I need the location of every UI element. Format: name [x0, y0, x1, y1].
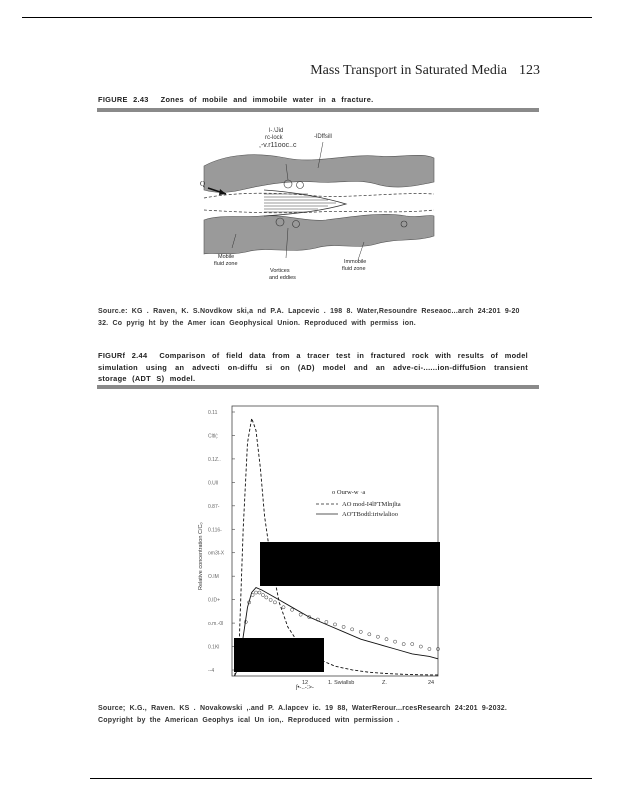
y-ticks: [208, 410, 235, 674]
field-data-point: [368, 633, 371, 636]
y-tick-label: O.IM: [208, 574, 219, 581]
field-data-point: [419, 645, 422, 648]
x-tick-label: 1. Swiallsb: [328, 680, 355, 686]
breakthrough-chart: [196, 400, 446, 690]
field-data-point: [342, 625, 345, 628]
legend: [316, 489, 401, 518]
y-tick-label: 0.116-: [208, 527, 222, 534]
field-data-point: [251, 593, 254, 596]
label-q: Q: [200, 180, 206, 188]
field-data-point: [258, 591, 261, 594]
label-mobile-1: Mobile: [218, 254, 235, 260]
field-data-point: [385, 638, 388, 641]
y-tick-label: 0.1Kl: [208, 644, 220, 651]
plot-frame: [232, 406, 438, 676]
caption-rule-2: [97, 385, 539, 389]
field-data-point: [351, 628, 354, 631]
y-tick-label: o.m.-0l: [208, 621, 224, 628]
y-tick-label: Cltl(:: [208, 433, 219, 440]
lower-rock: [204, 214, 434, 254]
label-immobile-2: fluid zone: [342, 266, 366, 272]
x-tick-label: 24: [428, 680, 435, 686]
label-top-left: l-.\Jid: [269, 128, 284, 134]
field-data-point: [376, 635, 379, 638]
field-data-point: [428, 647, 431, 650]
field-data-point: [393, 640, 396, 643]
field-data-point: [282, 606, 285, 609]
field-data-point: [273, 601, 276, 604]
y-tick-label: --4: [208, 668, 215, 674]
figure-2-caption: [98, 350, 528, 385]
field-data-point: [359, 630, 362, 633]
x-tick-label: 12: [302, 680, 309, 686]
legend-item-ad: AO mod-I4lFTMlnjlta: [342, 501, 401, 508]
y-tick-label: 0.ID+: [208, 597, 221, 604]
field-data-point: [402, 642, 405, 645]
figure-2-label: FIGURf 2.44: [98, 351, 148, 360]
redaction-box-2: [234, 638, 324, 672]
y-tick-label: 0.1Z..: [208, 456, 221, 463]
figure-1-caption: [98, 94, 528, 106]
top-rule: [22, 17, 592, 18]
running-head: [310, 63, 540, 79]
field-data-point: [254, 591, 257, 594]
legend-item-field: o Ourw-w ·a: [332, 489, 366, 496]
y-tick-label: 0.11: [208, 410, 218, 416]
upper-rock: [204, 155, 434, 193]
figure-1-label: FIGURE 2.43: [98, 95, 149, 104]
label-mobile-2: fluid zone: [214, 261, 238, 267]
field-data-point: [299, 613, 302, 616]
x-axis-label: ʃ•-..-:>-: [296, 685, 314, 690]
figure-1-source: Sourc.e: KG . Raven, K. S.Novdkow ski,a nd P.A. Lapcevic . 198 8. Water,Resoundre Reseaoc...arch 24:201 9-20 32. Co pyrig ht by the Amer ican Geophysical Union. Reproduced with permiss ion.: [98, 308, 520, 327]
figure-2-source: Source; K.G., Raven. KS . Novakowski ,.and P. A.lapcev ic. 19 88, WaterRerour...rcesResearch 24:201 9-2032. Copyright by the American Geophys ical Un ion,. Reproduced witn permission .: [98, 705, 508, 724]
label-top-left-3: ,-v.r11ooc..c: [259, 142, 297, 149]
y-tick-label: 0.Ull: [208, 480, 219, 487]
field-data-point: [269, 598, 272, 601]
field-data-point: [411, 642, 414, 645]
fracture-diagram: [196, 124, 436, 284]
figure-2-caption-text: Comparison of field data from a tracer test in fractured rock with results of model simulation using an advecti on-diffu si on (AD) model and an adve-ci-......ion-diffu5ion transient storage (ADT S) model.: [98, 351, 528, 383]
label-vortices-2: and eddies: [269, 275, 296, 281]
y-tick-label: om3t-X: [208, 550, 225, 557]
running-title: Mass Transport in Saturated Media: [310, 63, 507, 78]
field-data-point: [333, 623, 336, 626]
bottom-rule: [90, 778, 592, 779]
label-vortices-1: Vortices: [270, 268, 290, 274]
label-top-left-2: rc-lock: [265, 135, 283, 141]
figure-1-caption-text: Zones of mobile and immobile water in a fracture.: [160, 95, 374, 104]
redaction-box-1: [260, 542, 440, 586]
field-data-point: [261, 593, 264, 596]
label-immobile-1: Immobile: [344, 259, 367, 265]
x-ticks: [302, 680, 434, 686]
y-axis-label: Relative concentration C/C₀: [198, 522, 204, 590]
page-number: 123: [519, 63, 540, 78]
legend-item-adts: AO'TBodtl:iriwlalioo: [342, 511, 399, 518]
label-top-right: -lDffsill: [314, 134, 332, 140]
y-tick-label: 0.87-: [208, 503, 220, 510]
caption-rule-1: [97, 108, 539, 112]
field-data-point: [290, 608, 293, 611]
x-tick-label: Z.: [382, 680, 387, 686]
field-data-point: [265, 596, 268, 599]
field-data-point: [325, 620, 328, 623]
